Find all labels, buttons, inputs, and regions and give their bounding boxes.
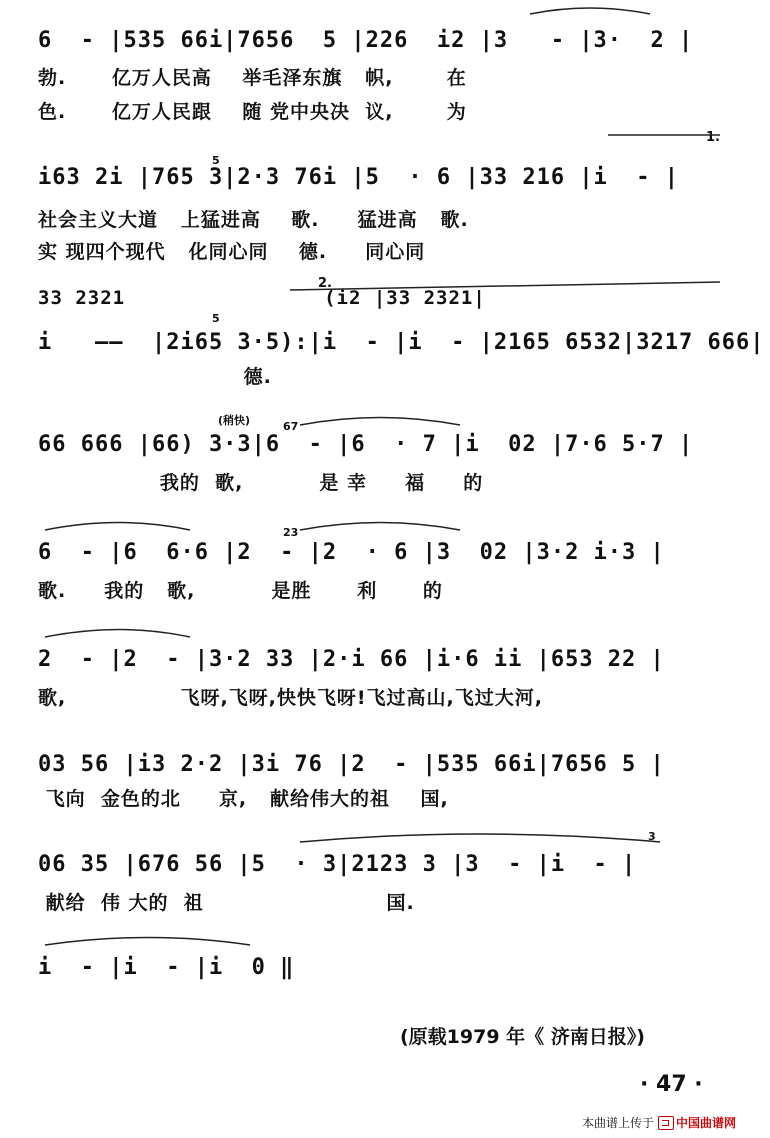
system-8-notes: 06 35 |676 56 |5 · 3|2123 3 |3 - |i - | [38,852,637,877]
system-2-lyric-2: 实 现四个现代 化同心同 德. 同心同 [38,241,426,263]
upload-footer [582,1114,736,1131]
tie-3 [300,523,460,531]
system-3-upper-notes: 33 2321 (i2 |33 2321| [38,287,486,309]
ending-2-mark: 2. [318,276,332,291]
system-5-notes: 6 - |6 6·6 |2 - |2 · 6 |3 02 |3·2 i·3 | [38,540,665,565]
tie-1 [300,418,460,426]
ending-1-mark: 1. [706,130,720,145]
triplet-3-mark: 3 [648,830,656,843]
logo-text: 中国曲谱网 [676,1116,737,1130]
system-1-lyric-2: 色. 亿万人民跟 随 党中央决 议, 为 [38,101,467,123]
system-2-notes: i63 2i |765 3|2·3 76i |5 · 6 |33 216 |i - | [38,165,680,190]
system-3-notes: i —— |2i65 3·5):|i - |i - |2165 6532|3217 666| [38,330,765,355]
system-7-notes: 03 56 |i3 2·2 |3i 76 |2 - |535 66i|7656 5 | [38,752,665,777]
system-6-notes: 2 - |2 - |3·2 33 |2·i 66 |i·6 ii |653 22 | [38,647,665,672]
system-7-lyric-1: 飞向 金色的北 京, 献给伟大的祖 国, [38,788,449,810]
system-1-lyric-1: 勃. 亿万人民高 举毛泽东旗 帜, 在 [38,67,467,89]
tie-4 [45,630,190,638]
grace-note-67: 67 [283,420,299,433]
page-number: · 47 · [640,1072,703,1097]
source-credit: (原载1979 年《 济南日报》) [400,1026,645,1048]
tie-2 [45,523,190,531]
system-4-lyric-1: 我的 歌, 是 幸 福 的 [38,472,484,494]
system-4-notes: 66 666 |66) 3·3|6 - |6 · 7 |i 02 |7·6 5·7 | [38,432,694,457]
system-3-lyric-1: 德. [38,366,272,388]
system-8-lyric-1: 献给 伟 大的 祖 国. [38,892,415,914]
grace-note-5b: 5 [212,312,220,325]
system-1-notes: 6 - |535 66i|7656 5 |226 i2 |3 - |3· 2 | [38,28,694,53]
grace-note-23: 23 [283,526,299,539]
tempo-faster-mark: (稍快) [218,414,251,427]
system-2-lyric-1: 社会主义大道 上猛进高 歌. 猛进高 歌. [38,209,469,231]
system-5-lyric-1: 歌. 我的 歌, 是胜 利 的 [38,580,443,602]
tie-6 [45,938,250,946]
system-9-notes: i - |i - |i 0 ‖ [38,955,295,980]
crescendo-slur [530,8,650,14]
system-6-lyric-1: 歌, 飞呀,飞呀,快快飞呀!飞过高山,飞过大河, [38,687,543,709]
site-logo[interactable] [658,1114,736,1131]
logo-icon [658,1116,674,1130]
footer-text: 本曲谱上传于 [582,1116,655,1130]
grace-note-5: 5 [212,154,220,167]
tie-5 [300,834,660,842]
